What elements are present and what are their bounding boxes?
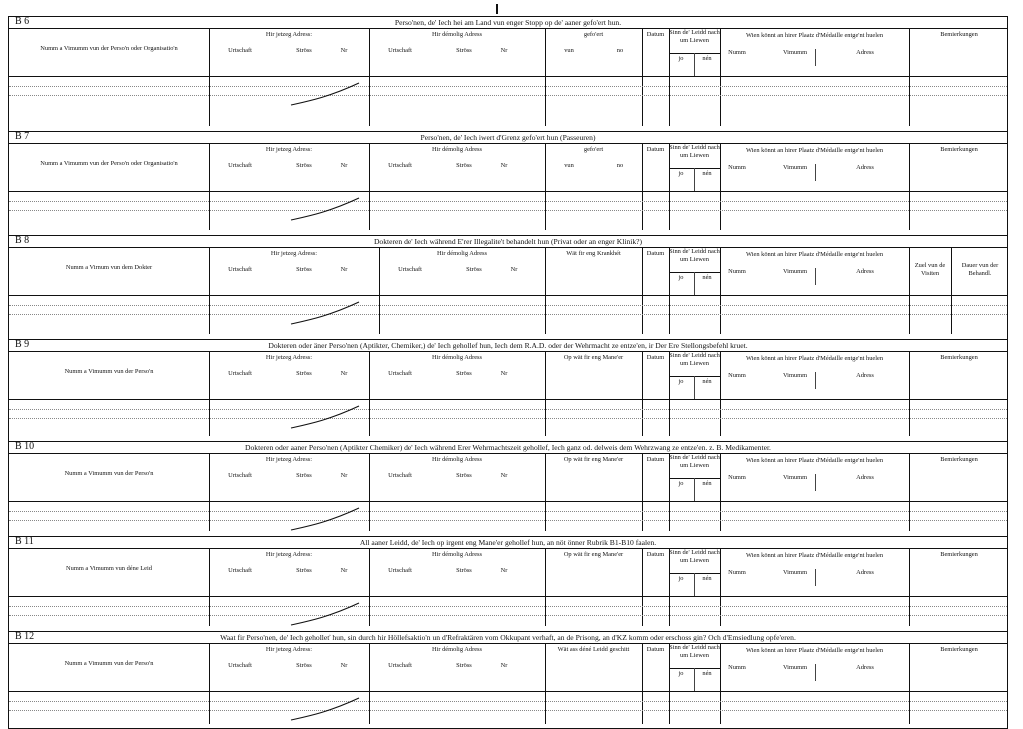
medal-name-header: Numm <box>728 49 746 56</box>
row-line <box>9 86 1007 87</box>
entry-rows <box>9 502 1007 531</box>
yes-header: jo <box>678 480 684 487</box>
number-header: Nr <box>500 162 508 169</box>
column-divider <box>642 77 643 126</box>
yes-header: jo <box>678 274 684 281</box>
column-divider <box>209 77 210 126</box>
row-line <box>9 615 1007 616</box>
street-header: Ströss <box>456 370 472 377</box>
date-header: Datum <box>646 354 665 361</box>
town-header: Urtschaft <box>228 567 252 574</box>
medal-firstname-header: Vimumm <box>782 474 808 481</box>
name-header: Numm a Vimumm vun der Perso'n oder Organisatio'n <box>40 160 178 167</box>
number-header: Nr <box>340 472 348 479</box>
medal-split <box>815 474 816 491</box>
section-b6 <box>8 16 1008 131</box>
town-header: Urtschaft <box>398 266 422 273</box>
section-title: All aaner Leidd, de' Iech op irgent eng Mane'er gehollef hun, an nöt önner Rubrik B1-B10 faalen. <box>359 538 657 547</box>
column-divider <box>669 502 670 531</box>
former-address-header: Hir démolig Adress <box>431 646 483 653</box>
row-line <box>9 511 1007 512</box>
column-divider <box>909 692 910 724</box>
current-address-header: Hir jetzeg Adress: <box>265 31 313 38</box>
medal-firstname-header: Vimumm <box>782 49 808 56</box>
date-header: Datum <box>646 456 665 463</box>
medal-recipient-header: Wien könnt an hirer Plaatz d'Médaille entge'nt huelen <box>745 147 884 154</box>
date-header: Datum <box>646 250 665 257</box>
medal-address-header: Adress <box>856 164 874 171</box>
section-b12 <box>8 631 1008 729</box>
section-title: Perso'nen, de' Iech iwert d'Grenz gefo'ert hun (Passeuren) <box>420 133 596 142</box>
column-divider <box>545 597 546 626</box>
number-header: Nr <box>340 47 348 54</box>
section-code: B 11 <box>15 536 34 547</box>
section-title-bar <box>9 340 1007 352</box>
row-line <box>9 418 1007 419</box>
former-address-header: Hir démolig Adress <box>436 250 488 257</box>
from-header: vun <box>564 47 574 54</box>
column-divider <box>545 296 546 334</box>
street-header: Ströss <box>456 162 472 169</box>
row-line <box>9 701 1007 702</box>
section-b8 <box>8 235 1008 339</box>
medal-split <box>815 664 816 681</box>
to-header: no <box>616 162 624 169</box>
to-header: no <box>616 47 624 54</box>
medal-address-header: Adress <box>856 569 874 576</box>
street-header: Ströss <box>296 567 312 574</box>
column-divider <box>720 248 721 295</box>
column-divider <box>720 502 721 531</box>
section-title: Dokteren de' Iech während E'rer Illegalite't behandelt hun (Privat oder an enger Klinik?) <box>373 237 643 246</box>
medal-name-header: Numm <box>728 372 746 379</box>
visits-header: Zuel vun de Visiten <box>914 262 946 277</box>
former-address-header: Hir démolig Adress <box>431 456 483 463</box>
medal-address-header: Adress <box>856 664 874 671</box>
column-divider <box>669 692 670 724</box>
section-title-bar <box>9 442 1007 454</box>
check-stroke-icon <box>289 599 369 629</box>
number-header: Nr <box>340 162 348 169</box>
section-title-bar <box>9 17 1007 29</box>
column-divider <box>545 77 546 126</box>
street-header: Ströss <box>456 472 472 479</box>
town-header: Urtschaft <box>388 567 412 574</box>
street-header: Ströss <box>456 567 472 574</box>
column-divider <box>369 77 370 126</box>
top-registration-mark <box>496 4 498 14</box>
column-divider <box>369 692 370 724</box>
town-header: Urtschaft <box>228 162 252 169</box>
medal-firstname-header: Vimumm <box>782 268 808 275</box>
medal-firstname-header: Vimumm <box>782 664 808 671</box>
duration-header: Dauer vun der Behandl. <box>961 262 999 277</box>
current-address-header: Hir jetzeg Adress: <box>265 646 313 653</box>
medal-recipient-header: Wien könnt an hirer Plaatz d'Médaille entge'nt huelen <box>745 32 884 39</box>
row-line <box>9 710 1007 711</box>
column-divider <box>642 502 643 531</box>
column-divider <box>669 77 670 126</box>
row-line <box>9 314 1007 315</box>
column-headers <box>9 454 1007 502</box>
number-header: Nr <box>510 266 518 273</box>
yes-header: jo <box>678 170 684 177</box>
column-divider <box>379 296 380 334</box>
mid-header: Wät fir eng Krankhét <box>566 250 621 257</box>
street-header: Ströss <box>456 662 472 669</box>
column-divider <box>669 296 670 334</box>
remarks-header: Bemierkungen <box>940 551 978 558</box>
alive-header: Sinn de' Leidd nach um Liewen <box>669 144 720 159</box>
town-header: Urtschaft <box>388 370 412 377</box>
mid-header: gefo'ert <box>583 146 604 153</box>
check-stroke-icon <box>289 298 369 328</box>
medal-name-header: Numm <box>728 268 746 275</box>
column-headers <box>9 644 1007 692</box>
former-address-header: Hir démolig Adress <box>431 354 483 361</box>
no-header: nén <box>702 378 712 385</box>
number-header: Nr <box>340 567 348 574</box>
check-stroke-icon <box>289 402 369 432</box>
column-headers <box>9 352 1007 400</box>
name-header: Numm a Vimumm vun der Perso'n <box>64 470 154 477</box>
remarks-header: Bemierkungen <box>940 31 978 38</box>
town-header: Urtschaft <box>228 266 252 273</box>
medal-split <box>815 49 816 66</box>
number-header: Nr <box>340 662 348 669</box>
column-divider <box>669 597 670 626</box>
column-divider <box>720 352 721 399</box>
mid-header: Op wät fir eng Mane'er <box>563 551 624 558</box>
medal-address-header: Adress <box>856 49 874 56</box>
check-stroke-icon <box>289 79 369 109</box>
section-b11 <box>8 536 1008 631</box>
former-address-header: Hir démolig Adress <box>431 31 483 38</box>
town-header: Urtschaft <box>228 662 252 669</box>
section-code: B 6 <box>15 16 30 27</box>
no-header: nén <box>702 575 712 582</box>
no-header: nén <box>702 274 712 281</box>
medal-firstname-header: Vimumm <box>782 372 808 379</box>
column-divider <box>209 296 210 334</box>
street-header: Ströss <box>296 162 312 169</box>
no-header: nén <box>702 55 712 62</box>
remarks-header: Bemierkungen <box>940 146 978 153</box>
column-divider <box>209 692 210 724</box>
column-divider <box>909 502 910 531</box>
alive-header: Sinn de' Leidd nach um Liewen <box>669 29 720 44</box>
current-address-header: Hir jetzeg Adress: <box>265 456 313 463</box>
medal-recipient-header: Wien könnt an hirer Plaatz d'Médaille entge'nt huelen <box>745 251 884 258</box>
street-header: Ströss <box>296 266 312 273</box>
check-stroke-icon <box>289 194 369 224</box>
row-line <box>9 606 1007 607</box>
medal-address-header: Adress <box>856 474 874 481</box>
alive-header: Sinn de' Leidd nach um Liewen <box>669 352 720 367</box>
column-divider <box>720 692 721 724</box>
column-divider <box>720 644 721 691</box>
street-header: Ströss <box>466 266 482 273</box>
name-header: Numm a Vimumm vun déne Leid <box>66 565 152 572</box>
street-header: Ströss <box>296 662 312 669</box>
medal-split <box>815 569 816 586</box>
row-line <box>9 305 1007 306</box>
mid-header: Op wät fir eng Mane'er <box>563 456 624 463</box>
section-title-bar <box>9 236 1007 248</box>
medal-name-header: Numm <box>728 474 746 481</box>
column-divider <box>720 597 721 626</box>
remarks-header: Bemierkungen <box>940 456 978 463</box>
date-header: Datum <box>646 646 665 653</box>
yes-header: jo <box>678 670 684 677</box>
section-title: Dokteren oder aaner Perso'nen (Aptikter Chemiker) de' Iech während Erer Wehrmachtszeit gehollef, Iech ganz od. delweis dem Wehrzwang ze entze'en. z. B. Medikamenter. <box>245 443 771 452</box>
column-divider <box>369 192 370 230</box>
date-header: Datum <box>646 31 665 38</box>
section-b7 <box>8 131 1008 235</box>
alive-header: Sinn de' Leidd nach um Liewen <box>669 549 720 564</box>
town-header: Urtschaft <box>228 47 252 54</box>
column-divider <box>642 692 643 724</box>
column-divider <box>642 296 643 334</box>
section-title: Perso'nen, de' Iech hei am Land vun enger Stopp op de' aaner gefo'ert hun. <box>394 18 622 27</box>
name-header: Numm a Virnum vun dem Dokter <box>65 264 153 271</box>
medal-split <box>815 268 816 285</box>
medal-firstname-header: Vimumm <box>782 569 808 576</box>
section-b10 <box>8 441 1008 536</box>
column-divider <box>209 502 210 531</box>
entry-rows <box>9 192 1007 230</box>
row-line <box>9 210 1007 211</box>
column-divider <box>642 597 643 626</box>
street-header: Ströss <box>296 47 312 54</box>
medal-recipient-header: Wien könnt an hirer Plaatz d'Médaille entge'nt huelen <box>745 647 884 654</box>
medal-name-header: Numm <box>728 664 746 671</box>
section-code: B 7 <box>15 131 30 142</box>
number-header: Nr <box>500 567 508 574</box>
number-header: Nr <box>500 370 508 377</box>
column-divider <box>545 692 546 724</box>
town-header: Urtschaft <box>388 47 412 54</box>
current-address-header: Hir jetzeg Adress: <box>265 354 313 361</box>
check-stroke-icon <box>289 694 369 724</box>
current-address-header: Hir jetzeg Adress: <box>265 146 313 153</box>
medal-firstname-header: Vimumm <box>782 164 808 171</box>
row-line <box>9 201 1007 202</box>
no-header: nén <box>702 480 712 487</box>
column-divider <box>909 597 910 626</box>
medal-name-header: Numm <box>728 164 746 171</box>
column-divider <box>209 192 210 230</box>
section-code: B 10 <box>15 441 35 452</box>
yes-header: jo <box>678 378 684 385</box>
town-header: Urtschaft <box>388 662 412 669</box>
mid-header: Op wät fir eng Mane'er <box>563 354 624 361</box>
row-line <box>9 95 1007 96</box>
column-divider <box>909 192 910 230</box>
column-divider <box>642 192 643 230</box>
town-header: Urtschaft <box>228 370 252 377</box>
row-line <box>9 409 1007 410</box>
medal-address-header: Adress <box>856 372 874 379</box>
no-header: nén <box>702 170 712 177</box>
entry-rows <box>9 597 1007 626</box>
number-header: Nr <box>500 47 508 54</box>
entry-rows <box>9 296 1007 334</box>
section-title: Dokteren oder äner Perso'nen (Aptikter, Chemiker,) de' Iech gehollef hun, Iech dem R.A.D. oder der Wehrmacht ze entze'en, ir Der Ere Stellongsbefehl kruet. <box>268 341 748 350</box>
column-divider <box>909 77 910 126</box>
column-divider <box>720 144 721 191</box>
no-header: nén <box>702 670 712 677</box>
row-line <box>9 520 1007 521</box>
medal-address-header: Adress <box>856 268 874 275</box>
street-header: Ströss <box>456 47 472 54</box>
name-header: Numm a Vimumm vun der Perso'n <box>64 660 154 667</box>
street-header: Ströss <box>296 370 312 377</box>
section-code: B 8 <box>15 235 30 246</box>
yes-header: jo <box>678 575 684 582</box>
column-divider <box>720 77 721 126</box>
town-header: Urtschaft <box>228 472 252 479</box>
column-divider <box>545 502 546 531</box>
column-divider <box>369 502 370 531</box>
column-headers <box>9 29 1007 77</box>
column-divider <box>369 597 370 626</box>
column-divider <box>720 296 721 334</box>
alive-header: Sinn de' Leidd nach um Liewen <box>669 644 720 659</box>
column-divider <box>209 597 210 626</box>
medal-recipient-header: Wien könnt an hirer Plaatz d'Médaille entge'nt huelen <box>745 355 884 362</box>
number-header: Nr <box>500 472 508 479</box>
remarks-header: Bemierkungen <box>940 354 978 361</box>
column-divider <box>720 454 721 501</box>
section-title-bar <box>9 537 1007 549</box>
check-stroke-icon <box>289 504 369 534</box>
date-header: Datum <box>646 551 665 558</box>
section-title-bar <box>9 132 1007 144</box>
medal-split <box>815 372 816 389</box>
column-divider <box>909 296 910 334</box>
column-divider <box>720 192 721 230</box>
column-headers <box>9 248 1007 296</box>
mid-header: Wät ass déné Leidd geschitt <box>557 646 630 653</box>
medal-name-header: Numm <box>728 569 746 576</box>
name-header: Numm a Vimumm vun der Perso'n oder Organisatio'n <box>40 45 178 52</box>
current-address-header: Hir jetzeg Adress: <box>265 551 313 558</box>
column-divider <box>720 549 721 596</box>
column-divider <box>951 296 952 334</box>
remarks-header: Bemierkungen <box>940 646 978 653</box>
number-header: Nr <box>340 370 348 377</box>
from-header: vun <box>564 162 574 169</box>
alive-header: Sinn de' Leidd nach um Liewen <box>669 454 720 469</box>
town-header: Urtschaft <box>388 162 412 169</box>
number-header: Nr <box>340 266 348 273</box>
refractory-help-form <box>8 16 1008 729</box>
section-title-bar <box>9 632 1007 644</box>
column-divider <box>545 192 546 230</box>
section-b9 <box>8 339 1008 441</box>
alive-header: Sinn de' Leidd nach um Liewen <box>669 248 720 263</box>
medal-split <box>815 164 816 181</box>
former-address-header: Hir démolig Adress <box>431 551 483 558</box>
town-header: Urtschaft <box>388 472 412 479</box>
column-divider <box>669 192 670 230</box>
column-headers <box>9 549 1007 597</box>
medal-recipient-header: Wien könnt an hirer Plaatz d'Médaille entge'nt huelen <box>745 552 884 559</box>
entry-rows <box>9 400 1007 436</box>
current-address-header: Hir jetzeg Adress: <box>270 250 318 257</box>
section-title: Waat fir Perso'nen, de' Iech geholleť hun, sin durch hir Höllefsaktio'n un d'Refraktären vom Okkupant verhaft, an de Prisong, an d'KZ komm oder erschoss gin? Och d'Emsiedlung opfe'eren. <box>220 633 796 642</box>
entry-rows <box>9 77 1007 126</box>
number-header: Nr <box>500 662 508 669</box>
mid-header: gefo'ert <box>583 31 604 38</box>
name-header: Numm a Vimumm vun der Perso'n <box>64 368 154 375</box>
street-header: Ströss <box>296 472 312 479</box>
date-header: Datum <box>646 146 665 153</box>
yes-header: jo <box>678 55 684 62</box>
medal-recipient-header: Wien könnt an hirer Plaatz d'Médaille entge'nt huelen <box>745 457 884 464</box>
entry-rows <box>9 692 1007 724</box>
former-address-header: Hir démolig Adress <box>431 146 483 153</box>
section-code: B 9 <box>15 339 30 350</box>
column-divider <box>720 29 721 76</box>
column-headers <box>9 144 1007 192</box>
section-code: B 12 <box>15 631 35 642</box>
